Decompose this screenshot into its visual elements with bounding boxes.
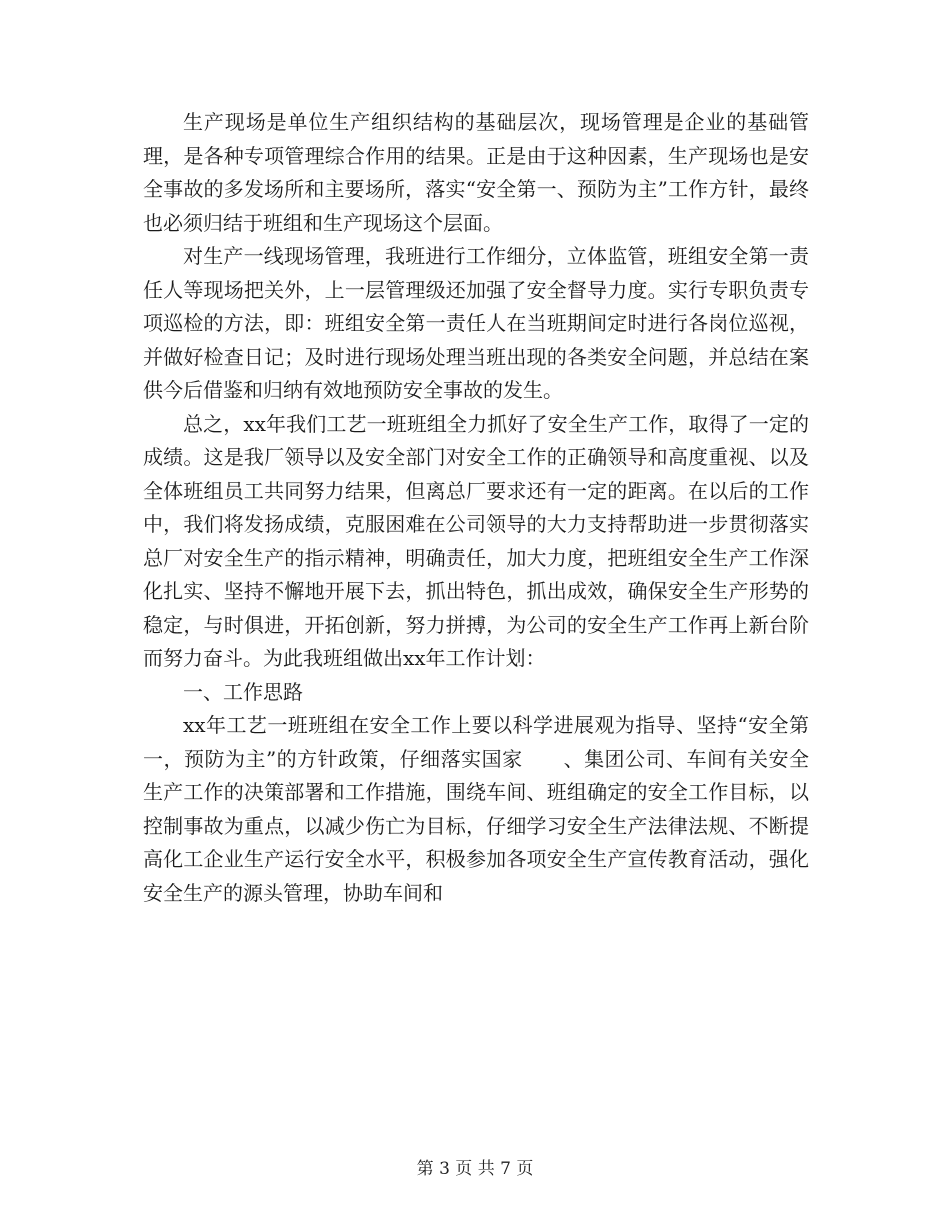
paragraph-work-approach: xx年工艺一班班组在安全工作上要以科学进展观为指导、坚持“安全第一，预防为主”的方针政策，仔细落实国家 、集团公司、车间有关安全生产工作的决策部署和工作措施，围绕车间、班组确定的安全工作目标，以控制事故为重点，以减少伤亡为目标，仔细学习安全生产法律法规、不断提高化工企业生产运行安全水平，积极参加各项安全生产宣传教育活动，强化安全生产的源头管理，协助车间和 — [143, 713, 809, 905]
paragraph-site-management: 生产现场是单位生产组织结构的基础层次，现场管理是企业的基础管理，是各种专项管理综合作用的结果。正是由于这种因素，生产现场也是安全事故的多发场所和主要场所，落实“安全第一、预防为主”工作方针，最终也必须归结于班组和生产现场这个层面。 — [143, 110, 809, 235]
section-heading-work-approach: 一、工作思路 — [183, 679, 303, 704]
document-body — [143, 106, 809, 910]
paragraph-summary: 总之，xx年我们工艺一班班组全力抓好了安全生产工作，取得了一定的成绩。这是我厂领导以及安全部门对安全工作的正确领导和高度重视、以及全体班组员工共同努力结果，但离总厂要求还有一定的距离。在以后的工作中，我们将发扬成绩，克服困难在公司领导的大力支持帮助进一步贯彻落实总厂对安全生产的指示精神，明确责任，加大力度，把班组安全生产工作深化扎实、坚持不懈地开展下去，抓出特色，抓出成效，确保安全生产形势的稳定，与时俱进，开拓创新，努力拼搏，为公司的安全生产工作再上新台阶而努力奋斗。为此我班组做出xx年工作计划： — [143, 411, 809, 670]
page-number-footer: 第 3 页 共 7 页 — [416, 1159, 534, 1179]
paragraph-frontline-supervision: 对生产一线现场管理，我班进行工作细分，立体监管，班组安全第一责任人等现场把关外，上一层管理级还加强了安全督导力度。实行专职负责专项巡检的方法，即：班组安全第一责任人在当班期间定时进行各岗位巡视，并做好检查日记；及时进行现场处理当班出现的各类安全问题，并总结在案供今后借鉴和归纳有效地预防安全事故的发生。 — [143, 244, 809, 402]
